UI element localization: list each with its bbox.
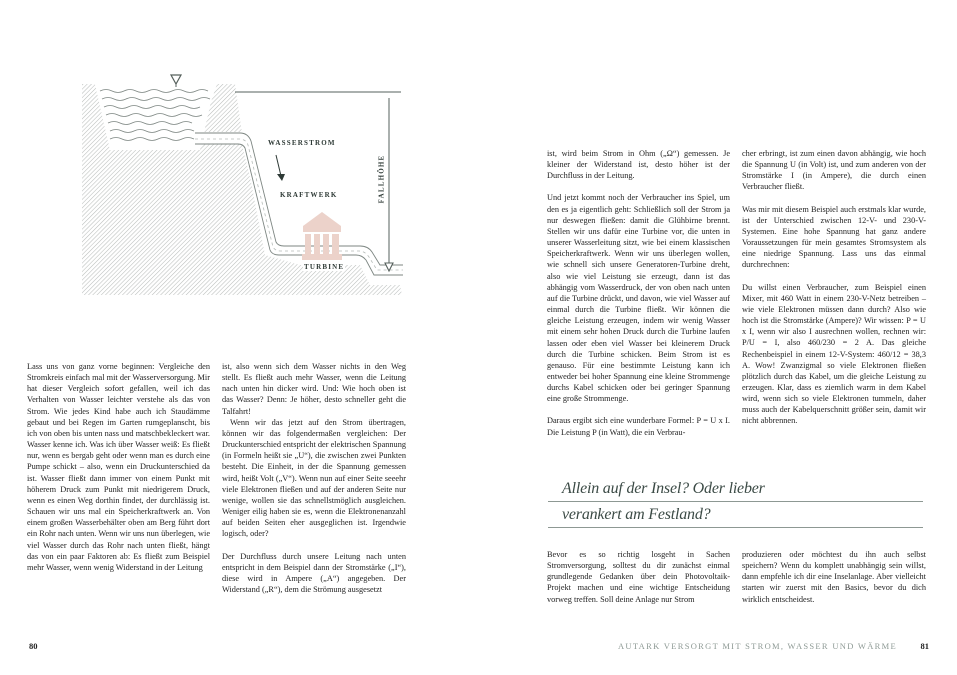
label-turbine: TURBINE xyxy=(304,263,345,271)
paragraph: ist, also wenn sich dem Wasser nichts in den Weg stellt. Es fließt auch mehr Wasser, wenn die Leitung nach unten hin dicker wird. Und: Wie hoch oben ist das Wasser? Denn: Je höher, desto schneller geht die Talfahrt! xyxy=(222,362,406,416)
label-water-flow: WASSERSTROM xyxy=(268,139,336,147)
paragraph: ist, wird beim Strom in Ohm („Ω“) gemessen. Je kleiner der Widerstand ist, desto höher ist der Durchfluss in der Leitung. xyxy=(547,149,730,181)
right-page xyxy=(478,0,957,675)
paragraph: Daraus ergibt sich eine wunderbare Formel: P = U x I. Die Leistung P (in Watt), die ein Verbrau- xyxy=(547,416,730,437)
left-page-column-1 xyxy=(27,361,210,573)
paragraph: Wenn wir das jetzt auf den Strom übertragen, können wir das folgendermaßen vergleichen: Der Druckunterschied entspricht der elektrischen Spannung (in Formeln heißt sie „U“), die zwischen zwei Punkten besteht. Die Einheit, in der die Spannung gemessen wird, heißt Volt („V“). Wenn nun auf einer Seite seeehr viele Elektronen fließen und auf der anderen Seite nur wenige, wollen sie das schnellstmöglich ausgleichen. Weniger eilig haben sie es, wenn die Elektronenanzahl auf beiden Seiten eher ausgeglichen ist. Irgendwie logisch, oder? xyxy=(222,417,406,539)
subheading-line-2: verankert am Festland? xyxy=(548,502,923,528)
paragraph: produzieren oder möchtest du ihn auch selbst speichern? Wenn du komplett unabhängig sein willst, dann empfehle ich dir eine Inselanlage. Aber vielleicht starten wir zuerst mit den Basics, bevor du dich wirklich entscheidest. xyxy=(742,550,926,604)
paragraph: Und jetzt kommt noch der Verbraucher ins Spiel, um den es ja eigentlich geht: Schließlich soll der Strom ja nur deswegen fließen: damit die Glühbirne brennt. Stellen wir uns dafür eine Turbine vor, die unten in unserer Wasserleitung sitzt, wie bei einem klassischen Speicherkraftwerk. Wenn wir uns überlegen wollen, wie schnell sich unsere Generatoren-Turbine dreht, also wie viel Leistung sie erzeugt, dann ist das abhängig vom Wasserdruck, der von oben nach unten auf die Turbine drückt, und davon, wie viel Wasser auf einmal durch die Turbine fließt. Wir können die gleiche Leistung erzeugen, indem wir wenig Wasser mit einem sehr hohen Druck durch die Turbine laufen lassen oder eben viel Wasser bei kleinerem Druck durch die Turbine schicken. Beim Strom ist es genauso. Für eine bestimmte Leistung kann ich entweder bei hoher Spannung eine kleine Strommenge durchs Kabel schicken oder bei geringer Spannung eine große Strommenge. xyxy=(547,193,730,404)
hydropower-diagram xyxy=(60,60,420,300)
right-page-column-4 xyxy=(742,549,926,605)
water-level-marker-top xyxy=(171,75,181,84)
right-page-column-1 xyxy=(547,148,730,438)
section-subheading xyxy=(548,476,923,528)
left-page xyxy=(0,0,478,675)
running-head: AUTARK VERSORGT MIT STROM, WASSER UND WÄRME xyxy=(617,641,897,651)
left-page-column-2 xyxy=(222,361,406,595)
page-number-right: 81 xyxy=(920,641,929,651)
right-page-column-2 xyxy=(742,148,926,427)
diagram-svg xyxy=(60,60,420,300)
paragraph: cher erbringt, ist zum einen davon abhängig, wie hoch die Spannung U (in Volt) ist, und zum anderen von der Stromstärke I (in Ampere), die durch einen Verbraucher fließt. xyxy=(742,149,926,192)
label-power-plant: KRAFTWERK xyxy=(280,191,338,199)
paragraph: Was mir mit diesem Beispiel auch erstmals klar wurde, ist der Unterschied zwischen 12-V- und 230-V-Systemen. Eine hohe Spannung hat ganz andere Voraussetzungen für mein gesamtes Stromsystem als eine niedrige Spannung. Lass uns das einmal durchrechnen: xyxy=(742,204,926,270)
page-number-left: 80 xyxy=(29,641,38,651)
flow-arrow-icon xyxy=(276,155,285,181)
label-head-height: FALLHÖHE xyxy=(377,154,386,204)
subheading-line-1: Allein auf der Insel? Oder lieber xyxy=(548,476,923,502)
paragraph: Du willst einen Verbraucher, zum Beispiel einen Mixer, mit 460 Watt in einem 230-V-Netz betreiben – wie viele Elektronen müssen dann durch? Also wie hoch ist die Stromstärke (Ampere)? Wir wissen: P = U x I, wenn wir also I ausrechnen wollen, rechnen wir: P/U = I, also 460/230 = 2 A. Das gleiche Rechenbeispiel in einem 12-V-System: 460/12 = 38,3 A. Wow! Zwanzigmal so viele Elektronen fließen plötzlich durch das Kabel, um die gleiche Leistung zu erzeugen. Klar, dass es ziemlich warm in dem Kabel wird, wenn sich so viele Elektronen tummeln, daher muss auch der Kabelquerschnitt größer sein, damit wir nicht abbrennen. xyxy=(742,282,926,426)
paragraph: Der Durchfluss durch unsere Leitung nach unten entspricht in dem Beispiel dann der Stromstärke („I“), diese wird in Ampere („A“) angegeben. Der Widerstand („R“), dem die Strömung ausgesetzt xyxy=(222,551,406,594)
paragraph: Bevor es so richtig losgeht in Sachen Stromversorgung, solltest du dir zunächst einmal grundlegende Gedanken über dein Photovoltaik-Projekt machen und eine wichtige Entscheidung vorweg treffen. Soll deine Anlage nur Strom xyxy=(547,550,730,604)
right-page-column-3 xyxy=(547,549,730,605)
paragraph: Lass uns von ganz vorne beginnen: Vergleiche den Stromkreis einfach mal mit der Wasserversorgung. Mir hat dieser Vergleich sofort gefallen, weil ich das Verhalten von Wasser leichter verstehe als das von Strom. Wie jedes Kind habe auch ich Staudämme gebaut und bei Regen im Garten rumgeplanscht, bis ich von oben bis unten nass und matschbekleckert war. Wasser kenne ich. Was ich über Wasser weiß: Es fließt nur, wenn es bergab geht oder wenn man es durch eine Pumpe schickt – also, wenn ein Druckunterschied da ist. Wasser fließt dann immer von einem Punkt mit höherem Druck zum Punkt mit niedrigerem Druck, wenn es einen Weg dorthin findet, der durchlässig ist. Schauen wir uns mal ein Speicherkraftwerk an. Von einem großen Wasserbehälter oben am Berg führt dort ein Rohr nach unten. Wenn wir uns nun überlegen, wie viel Wasser durch das Rohr nach unten fließt, hängt das von ein paar Faktoren ab: Es fließt zum Beispiel mehr Wasser, wenn wenig Widerstand in der Leitung xyxy=(27,362,210,572)
